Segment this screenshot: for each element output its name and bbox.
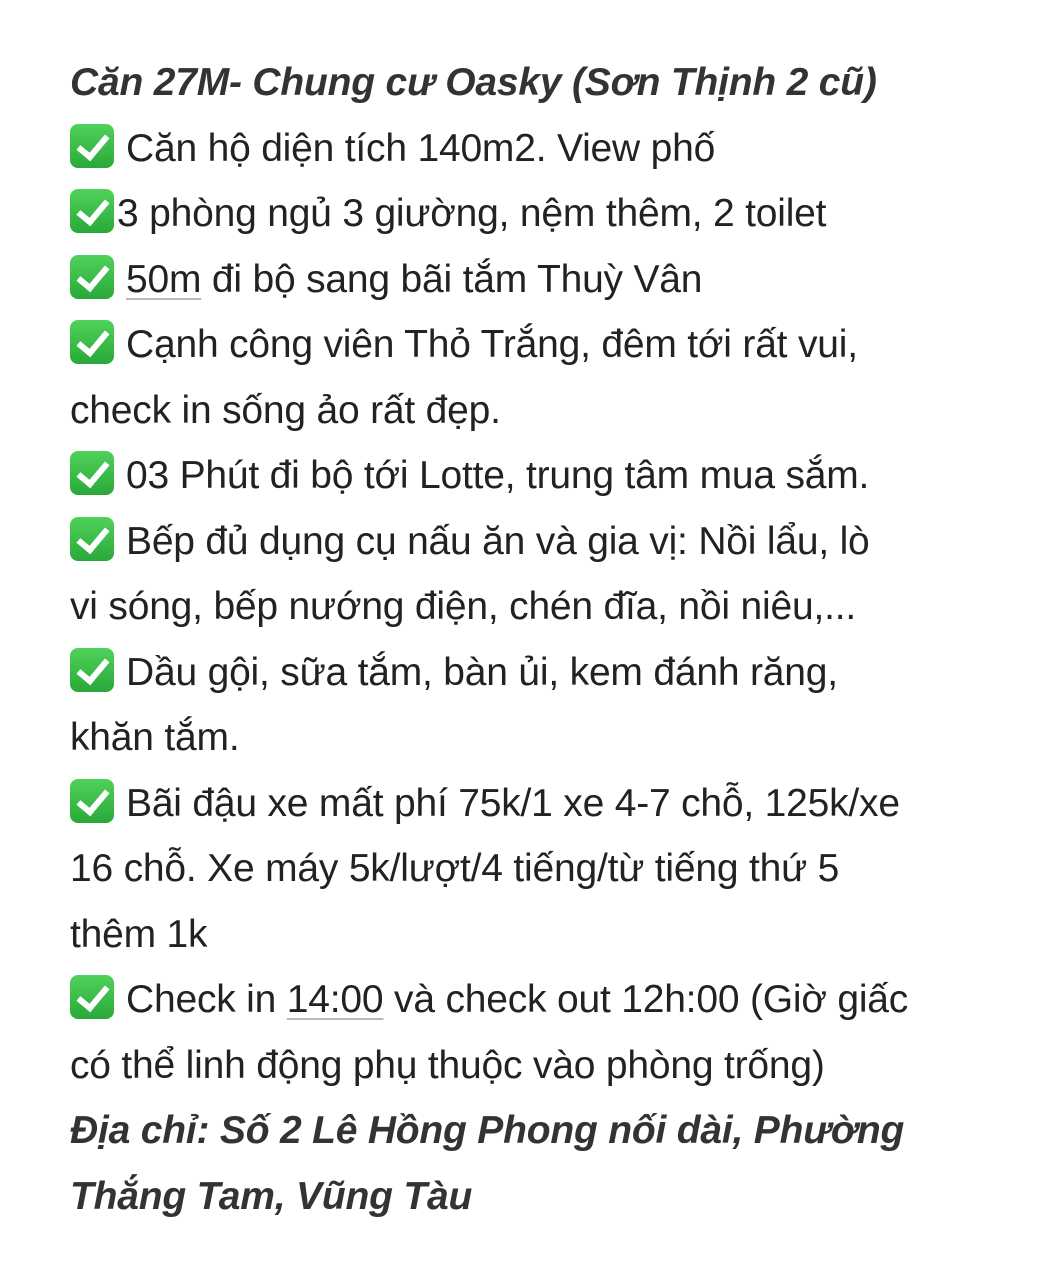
check-mark-icon <box>70 320 114 364</box>
item-park-line2: check in sống ảo rất đẹp. <box>70 388 501 432</box>
item-beach <box>70 247 990 313</box>
item-bedrooms <box>70 181 990 247</box>
checkin-time-link[interactable]: 14:00 <box>286 978 384 1021</box>
check-mark-icon <box>70 451 114 495</box>
check-mark-icon <box>70 124 114 168</box>
address-line2: Thắng Tam, Vũng Tàu <box>70 1174 473 1218</box>
item-parking-line2: 16 chỗ. Xe máy 5k/lượt/4 tiếng/từ tiếng thứ 5 <box>70 847 840 890</box>
check-mark-icon <box>70 648 114 692</box>
address-line1: Địa chỉ: Số 2 Lê Hồng Phong nối dài, Phường <box>70 1109 905 1152</box>
item-checkin-line1 <box>70 967 990 1033</box>
item-park-text: Cạnh công viên Thỏ Trắng, đêm tới rất vui, <box>126 323 858 366</box>
item-checkin-line2: có thể linh động phụ thuộc vào phòng trống) <box>70 1043 825 1087</box>
check-mark-icon <box>70 779 114 823</box>
item-parking-line3: thêm 1k <box>70 912 208 956</box>
item-beach-text: đi bộ sang bãi tắm Thuỳ Vân <box>201 257 703 301</box>
item-lotte <box>70 443 990 509</box>
item-parking-text: Bãi đậu xe mất phí 75k/1 xe 4-7 chỗ, 125k/xe <box>126 781 900 825</box>
item-checkin-prefix: Check in <box>126 978 287 1021</box>
beach-distance-link[interactable]: 50m <box>126 257 202 301</box>
listing-title: Căn 27M- Chung cư Oasky (Sơn Thịnh 2 cũ) <box>70 61 877 104</box>
item-kitchen-line1 <box>70 509 990 575</box>
check-mark-icon <box>70 975 114 1019</box>
item-toiletries-text: Dầu gội, sữa tắm, bàn ủi, kem đánh răng, <box>126 650 838 694</box>
item-area <box>70 116 990 182</box>
check-mark-icon <box>70 255 114 299</box>
check-mark-icon <box>70 517 114 561</box>
item-kitchen-text: Bếp đủ dụng cụ nấu ăn và gia vị: Nồi lẩu, lò <box>126 519 870 563</box>
item-parking-line1 <box>70 771 990 837</box>
item-kitchen-line2: vi sóng, bếp nướng điện, chén đĩa, nồi niêu,... <box>70 585 856 628</box>
item-lotte-text: 03 Phút đi bộ tới Lotte, trung tâm mua sắm. <box>126 454 870 497</box>
item-toiletries-line1 <box>70 640 990 706</box>
note-content <box>70 50 990 1229</box>
item-toiletries-line2: khăn tắm. <box>70 716 240 759</box>
check-mark-icon <box>70 189 114 233</box>
item-area-text: Căn hộ diện tích 140m2. View phố <box>126 126 716 170</box>
item-park-line1 <box>70 312 990 378</box>
item-checkin-text: và check out 12h:00 (Giờ giấc <box>383 978 909 1021</box>
item-bedrooms-text: 3 phòng ngủ 3 giường, nệm thêm, 2 toilet <box>117 192 827 235</box>
